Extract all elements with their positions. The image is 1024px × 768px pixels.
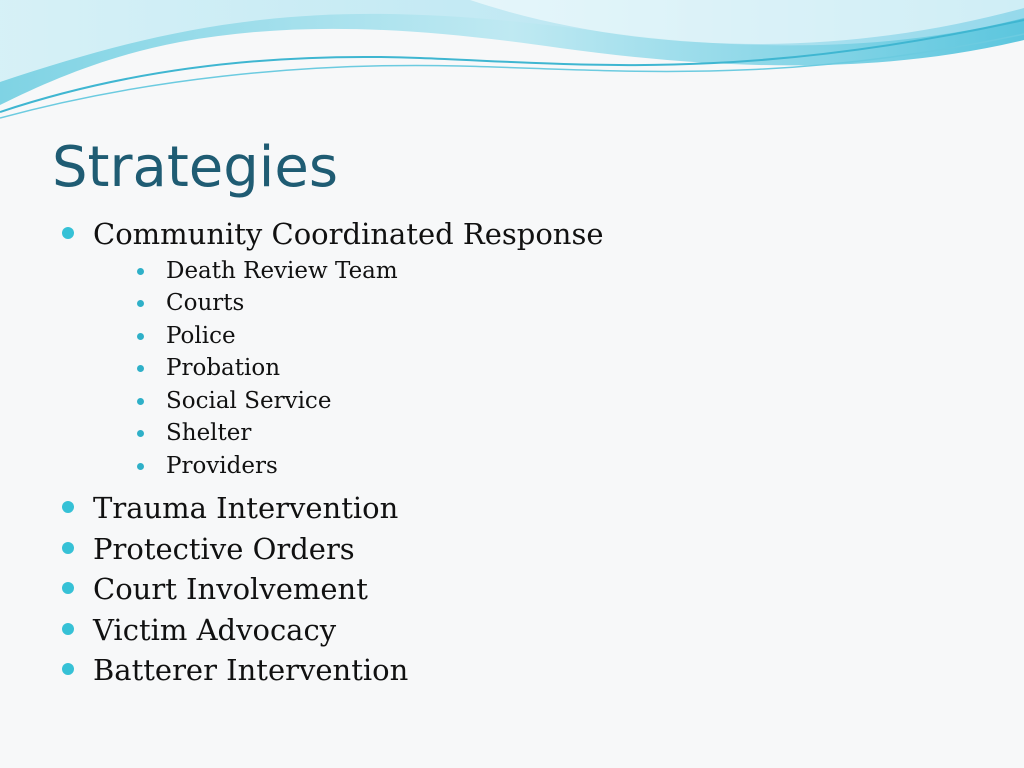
sub-bullet-dot-icon <box>137 463 144 470</box>
bullet-list <box>62 214 604 691</box>
sub-bullet-item <box>137 320 604 353</box>
sub-bullet-item <box>137 287 604 320</box>
sub-bullet-dot-icon <box>137 268 144 275</box>
bullet-item-trauma-intervention <box>62 488 604 529</box>
sub-bullet-dot-icon <box>137 333 144 340</box>
sub-bullet-item <box>137 352 604 385</box>
sub-bullet-label: Police <box>166 322 236 349</box>
bullet-label: Victim Advocacy <box>93 612 337 647</box>
header-wave-decoration <box>0 0 1024 130</box>
bullet-dot-icon <box>62 582 74 594</box>
bullet-label: Community Coordinated Response <box>93 217 604 251</box>
bullet-label: Trauma Intervention <box>93 491 399 525</box>
bullet-dot-icon <box>62 663 74 675</box>
bullet-dot-icon <box>62 501 74 513</box>
sub-bullet-dot-icon <box>137 365 144 372</box>
bullet-dot-icon <box>62 623 74 635</box>
bullet-item-protective-orders <box>62 529 604 570</box>
sub-bullet-item <box>137 385 604 418</box>
slide-title: Strategies <box>52 135 338 200</box>
bullet-item-victim-advocacy <box>62 610 604 651</box>
bullet-label: Protective Orders <box>93 531 355 566</box>
bullet-label: Court Involvement <box>93 572 368 606</box>
sub-bullet-dot-icon <box>137 300 144 307</box>
sub-bullet-label: Shelter <box>166 420 252 446</box>
sub-bullet-dot-icon <box>137 430 144 437</box>
bullet-item-court-involvement <box>62 569 604 610</box>
sub-bullet-item <box>137 417 604 450</box>
sub-bullet-label: Providers <box>166 452 278 479</box>
sub-bullet-label: Courts <box>166 290 245 316</box>
sub-bullet-item <box>137 450 604 483</box>
sub-bullet-dot-icon <box>137 398 144 405</box>
sub-bullet-list <box>93 255 604 483</box>
sub-bullet-label: Probation <box>166 355 281 381</box>
bullet-item-community-coordinated-response <box>62 214 604 482</box>
bullet-item-batterer-intervention <box>62 650 604 691</box>
bullet-dot-icon <box>62 542 74 554</box>
sub-bullet-label: Social Service <box>166 387 332 414</box>
bullet-dot-icon <box>62 227 74 239</box>
bullet-label: Batterer Intervention <box>93 653 409 687</box>
sub-bullet-label: Death Review Team <box>166 257 398 284</box>
sub-bullet-item <box>137 255 604 288</box>
